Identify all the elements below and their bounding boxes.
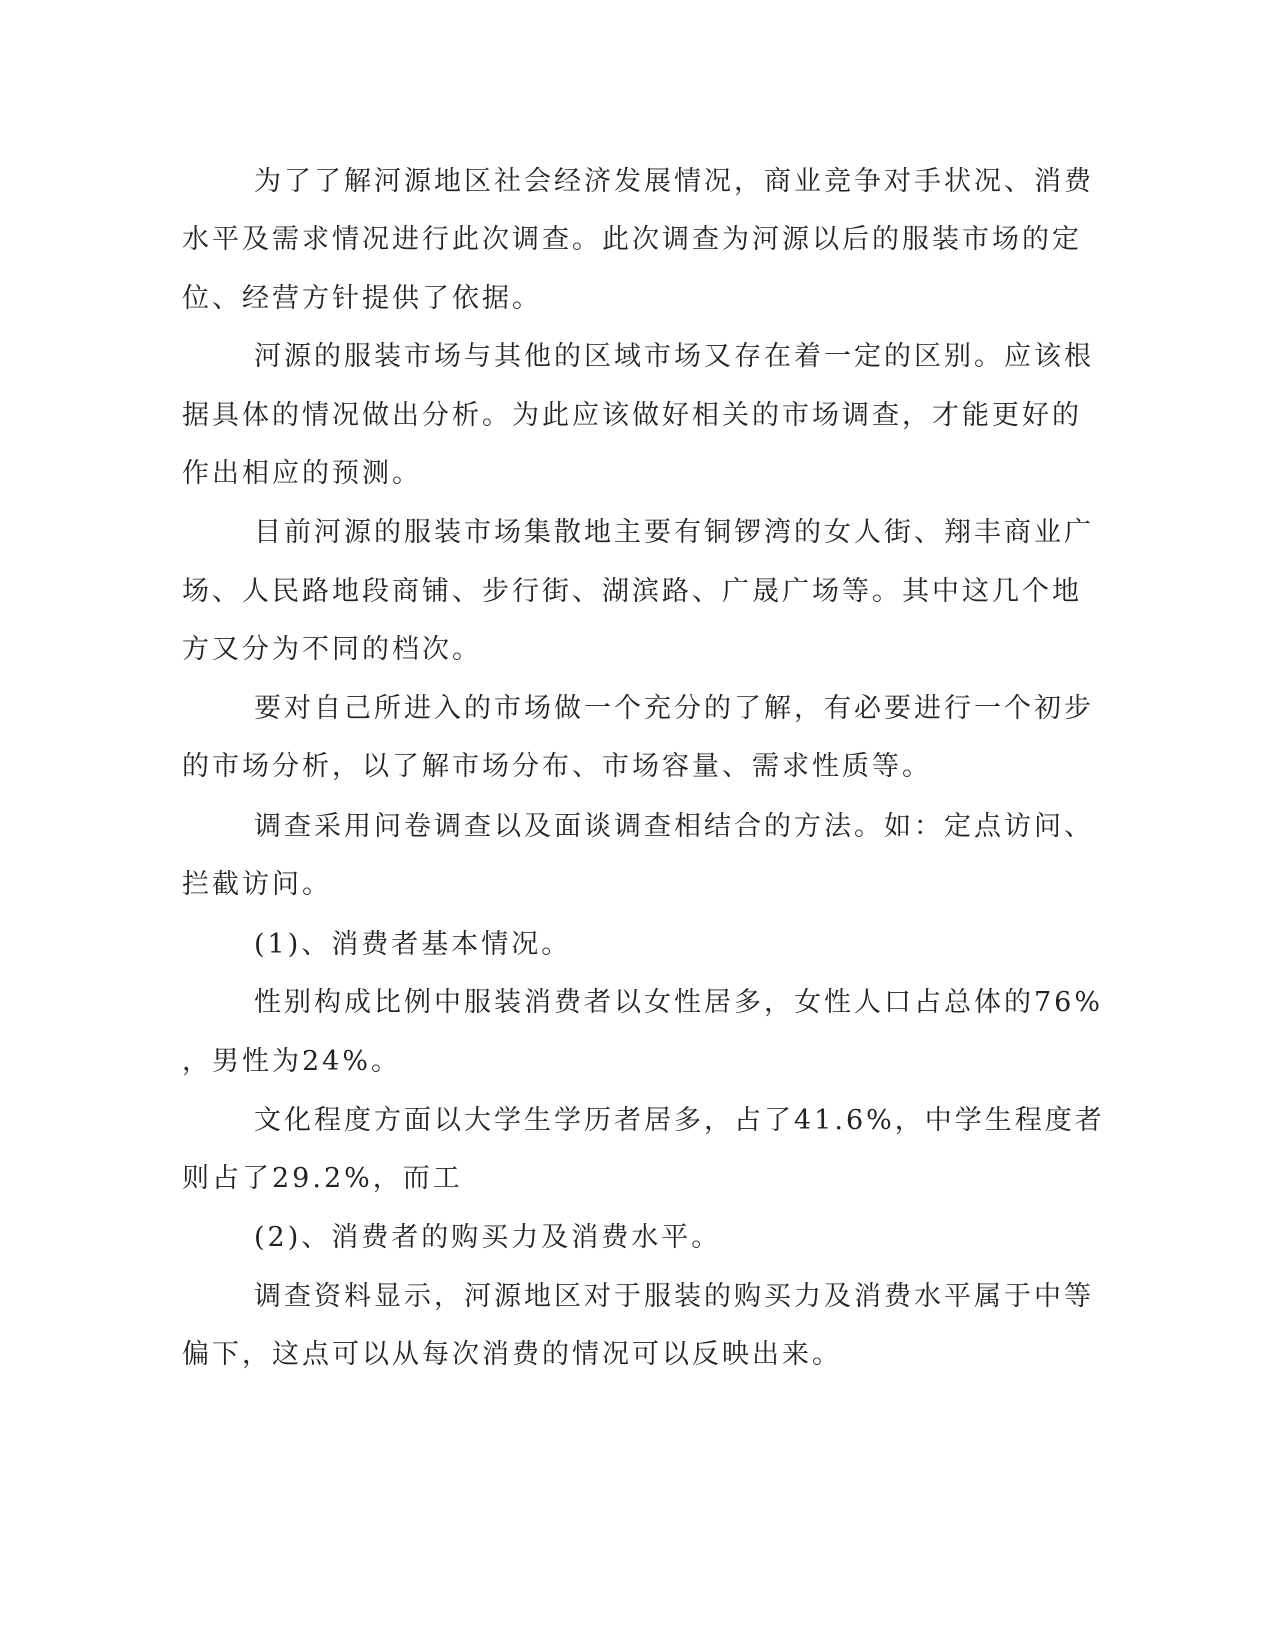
paragraph-2-line-2: 据具体的情况做出分析。为此应该做好相关的市场调查，才能更好的 [182,400,1082,431]
paragraph-5-line-2: 拦截访问。 [182,869,332,900]
paragraph-3-line-3: 方又分为不同的档次。 [182,634,482,665]
paragraph-8-line-1: 文化程度方面以大学生学历者居多，占了41.6%，中学生程度者 [254,1105,1105,1136]
paragraph-1-line-1: 为了了解河源地区社会经济发展情况，商业竞争对手状况、消费 [254,166,1094,197]
paragraph-1-line-3: 位、经营方针提供了依据。 [182,283,542,314]
paragraph-2-line-1: 河源的服装市场与其他的区域市场又存在着一定的区别。应该根 [254,341,1094,372]
paragraph-8-line-2: 则占了29.2%，而工 [182,1163,463,1194]
paragraph-1-line-2: 水平及需求情况进行此次调查。此次调查为河源以后的服装市场的定 [182,224,1082,255]
paragraph-3-line-2: 场、人民路地段商铺、步行街、湖滨路、广晟广场等。其中这几个地 [182,576,1082,607]
paragraph-7-line-2: ，男性为24%。 [182,1046,402,1077]
paragraph-3-line-1: 目前河源的服装市场集散地主要有铜锣湾的女人街、翔丰商业广 [254,517,1094,548]
paragraph-2-line-3: 作出相应的预测。 [182,458,422,489]
paragraph-4-line-2: 的市场分析，以了解市场分布、市场容量、需求性质等。 [182,751,932,782]
paragraph-5-line-1: 调查采用问卷调查以及面谈调查相结合的方法。如：定点访问、 [254,811,1094,842]
paragraph-10-line-1: 调查资料显示，河源地区对于服装的购买力及消费水平属于中等 [254,1281,1094,1312]
paragraph-10-line-2: 偏下，这点可以从每次消费的情况可以反映出来。 [182,1339,842,1370]
paragraph-4-line-1: 要对自己所进入的市场做一个充分的了解，有必要进行一个初步 [254,693,1094,724]
section-heading-1: (1)、消费者基本情况。 [254,929,572,960]
paragraph-7-line-1: 性别构成比例中服装消费者以女性居多，女性人口占总体的76% [254,987,1104,1018]
section-heading-2: (2)、消费者的购买力及消费水平。 [254,1222,722,1253]
